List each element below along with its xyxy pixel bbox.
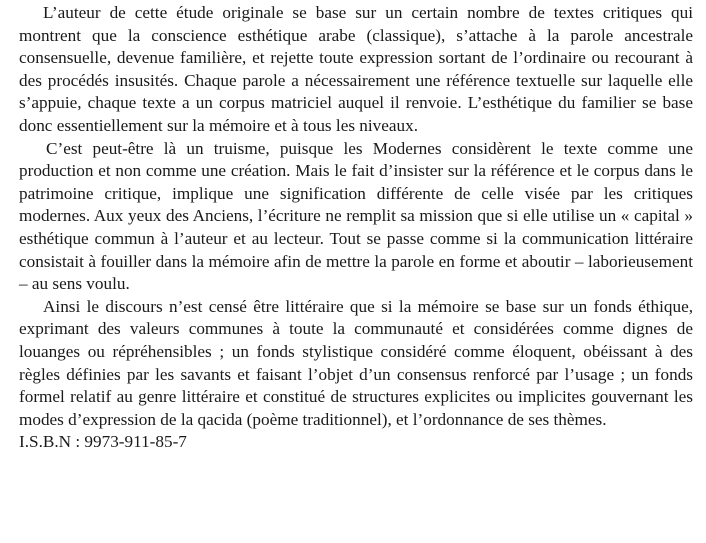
paragraph-1: L’auteur de cette étude originale se base sur un certain nombre de textes critiques qui montrent que la conscience esthétique arabe (classique), s’attache à la parole ancestrale consensuelle, devenue familière, et rejette toute expression sortant de l’ordinaire ou recourant à des procédés insusités. Chaque parole a nécessairement une référence textuelle sur laquelle elle s’appuie, chaque texte a un corpus matriciel auquel il renvoie. L’esthétique du familier se base donc essentiellement sur la mémoire et à tous les niveaux. (19, 3, 693, 135)
paragraph-2: C’est peut-être là un truisme, puisque les Modernes considèrent le texte comme une production et non comme une création. Mais le fait d’insister sur la référence et le corpus dans le patrimoine critique, implique une signification différente de celle visée par les critiques modernes. Aux yeux des Anciens, l’écriture ne remplit sa mission que si elle utilise un « capital » esthétique commun à l’auteur et au lecteur. Tout se passe comme si la communication littéraire consistait à fouiller dans la mémoire afin de mettre la parole en forme et aboutir – laborieusement – au sens voulu. (19, 138, 693, 294)
document-body (19, 2, 693, 454)
paragraph-3: Ainsi le discours n’est censé être littéraire que si la mémoire se base sur un fonds éthique, exprimant des valeurs communes à toute la communauté et considérées comme dignes de louanges ou répréhensibles ; un fonds stylistique considéré comme éloquent, obéissant à des règles définies par les savants et faisant l’objet d’un consensus renforcé par l’usage ; un fonds formel relatif au genre littéraire et constitué de structures explicites ou implicites gouvernant les modes d’expression de la qacida (poème traditionnel), et l’ordonnance de ses thèmes. (19, 296, 693, 429)
isbn-line: I.S.B.N : 9973-911-85-7 (19, 432, 187, 452)
